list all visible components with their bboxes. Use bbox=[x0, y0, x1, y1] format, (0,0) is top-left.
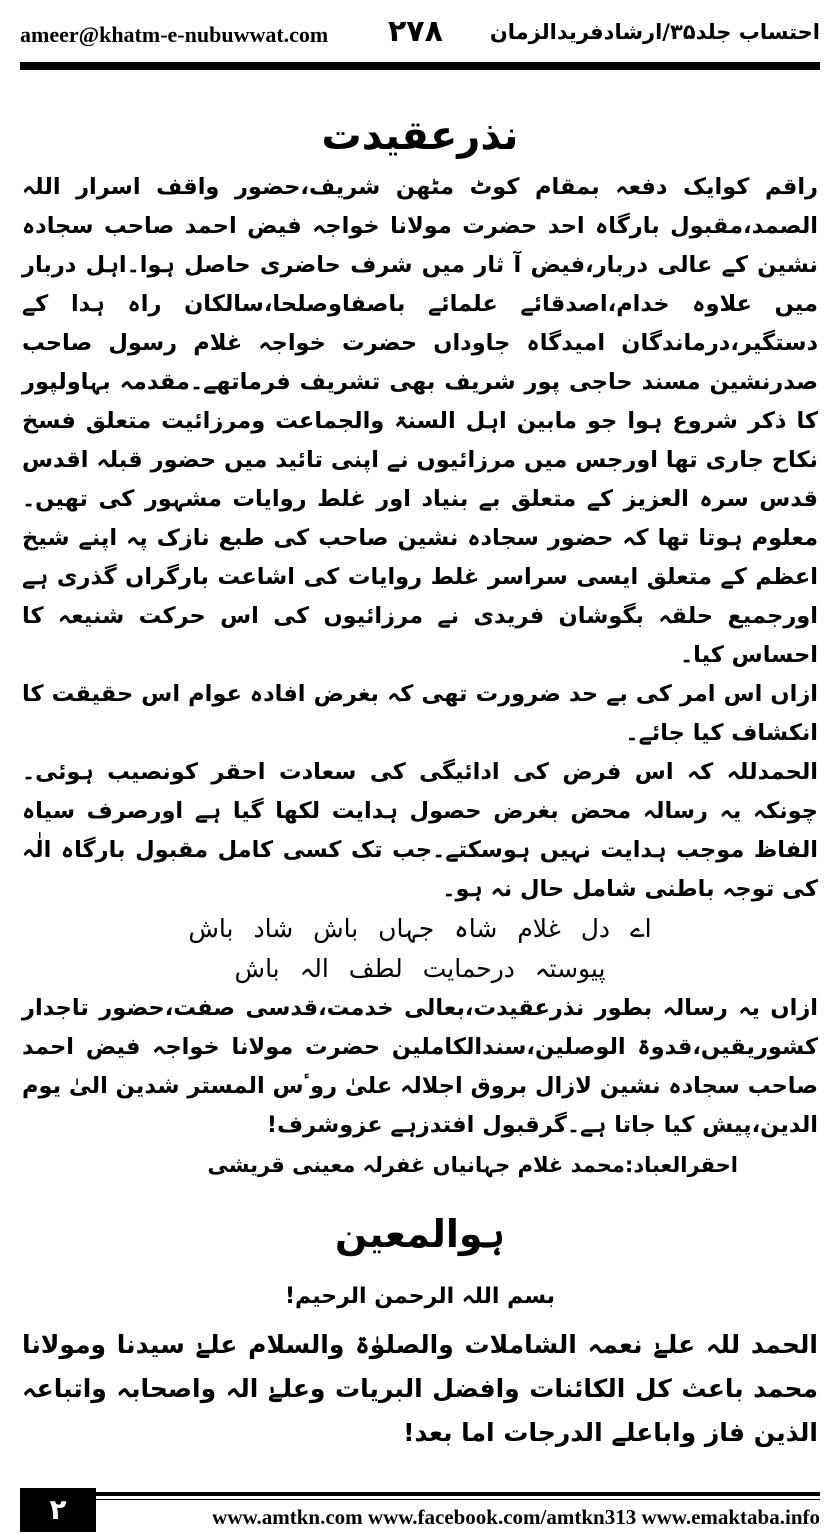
page-body bbox=[22, 110, 818, 1455]
header-email: ameer@khatm-e-nubuwwat.com bbox=[20, 22, 329, 47]
header-page-number: ۲۷۸ bbox=[388, 14, 443, 49]
header-running-title: احتساب جلد۳۵/ارشادفریدالزمان bbox=[489, 20, 820, 44]
verse-line-2: پیوستہ درحمایت لطف الہ باش bbox=[234, 954, 606, 983]
footer-page-number: ۲ bbox=[20, 1488, 96, 1532]
paragraph-2: ازاں اس امر کی بے حد ضرورت تھی کہ بغرض افادہ عوام اس حقیقت کا انکشاف کیا جائے۔ bbox=[22, 681, 818, 746]
signature: احقرالعباد:محمد غلام جہانیاں غفرلہ معینی قریشی bbox=[207, 1153, 738, 1177]
footer-rule bbox=[96, 1492, 820, 1496]
paragraph-1: راقم کوایک دفعہ بمقام کوٹ مٹھن شریف،حضور واقف اسرار اللہ الصمد،مقبول بارگاہ احد حضرت مولانا خواجہ فیض احمد صاحب سجادہ نشین کے عالی دربار،فیض آ ثار میں شرف حاضری حاصل ہوا۔اہل دربار میں علاوہ خدام،اصدقائے علمائے باصفاوصلحا،سالکان راہ ہدا کے دستگیر،درماندگان امیدگاہ جاوداں حضرت خواجہ غلام رسول صاحب صدرنشین مسند حاجی پور شریف بھی تشریف فرماتھے۔مقدمہ بہاولپور کا ذکر شروع ہوا جو مابین اہل السنۃ والجماعت ومرزائیت متعلق فسخ نکاح جاری تھا اورجس میں مرزائیوں نے اپنی تائید میں حضور قبلہ اقدس قدس سرہ العزیز کے متعلق بے بنیاد اور غلط روایات مشہور کی تھیں۔معلوم ہوتا تھا کہ حضور سجادہ نشین صاحب کی طبع نازک پہ اپنے شیخ اعظم کے متعلق ایسی سراسر غلط روایات کی اشاعت بارگراں گذری ہے اورجمیع حلقہ بگوشان فریدی نے مرزائیوں کی اس حرکت شنیعہ کا احساس کیا۔ bbox=[22, 174, 818, 668]
header-rule bbox=[20, 62, 820, 70]
arabic-opening: الحمد للہ علےٰ نعمہ الشاملات والصلوٰۃ والسلام علےٰ سیدنا ومولانا محمد باعث کل الکائنات وافضل البریات وعلےٰ الہ واصحابہ واتباعہ الذین فاز واباعلے الدرجات اما بعد! bbox=[22, 1330, 818, 1447]
page-header bbox=[20, 16, 820, 58]
second-title: ہوالمعین bbox=[334, 1212, 506, 1256]
section-title: نذرعقیدت bbox=[321, 113, 519, 159]
verse-block bbox=[22, 909, 818, 989]
footer-rule-thin bbox=[96, 1499, 820, 1500]
footer-links: www.amtkn.com www.facebook.com/amtkn313 www.emaktaba.info bbox=[212, 1505, 820, 1529]
verse-line-1: اے دل غلام شاہ جہاں باش شاد باش bbox=[188, 914, 652, 943]
basmala: بسم اللہ الرحمن الرحیم! bbox=[284, 1284, 556, 1309]
closing-paragraph: ازاں یہ رسالہ بطور نذرعقیدت،بعالی خدمت،قدسی صفت،حضور تاجدار کشوریقیں،قدوۃ الوصلین،سندالکاملین حضرت مولانا خواجہ فیض احمد صاحب سجادہ نشین لازال بروق اجلالہ علیٰ روٴس المستر شدین الیٰ یوم الدین،پیش کیا جاتا ہے۔گرقبول افتدزہے عزوشرف! bbox=[22, 995, 818, 1138]
paragraph-3: الحمدللہ کہ اس فرض کی ادائیگی کی سعادت احقر کونصیب ہوئی۔چونکہ یہ رسالہ محض بغرض حصول ہدایت لکھا گیا ہے اورصرف سیاہ الفاظ موجب ہدایت نہیں ہوسکتے۔جب تک کسی کامل مقبول بارگاہ الٰہ کی توجہ باطنی شامل حال نہ ہو۔ bbox=[22, 759, 818, 902]
